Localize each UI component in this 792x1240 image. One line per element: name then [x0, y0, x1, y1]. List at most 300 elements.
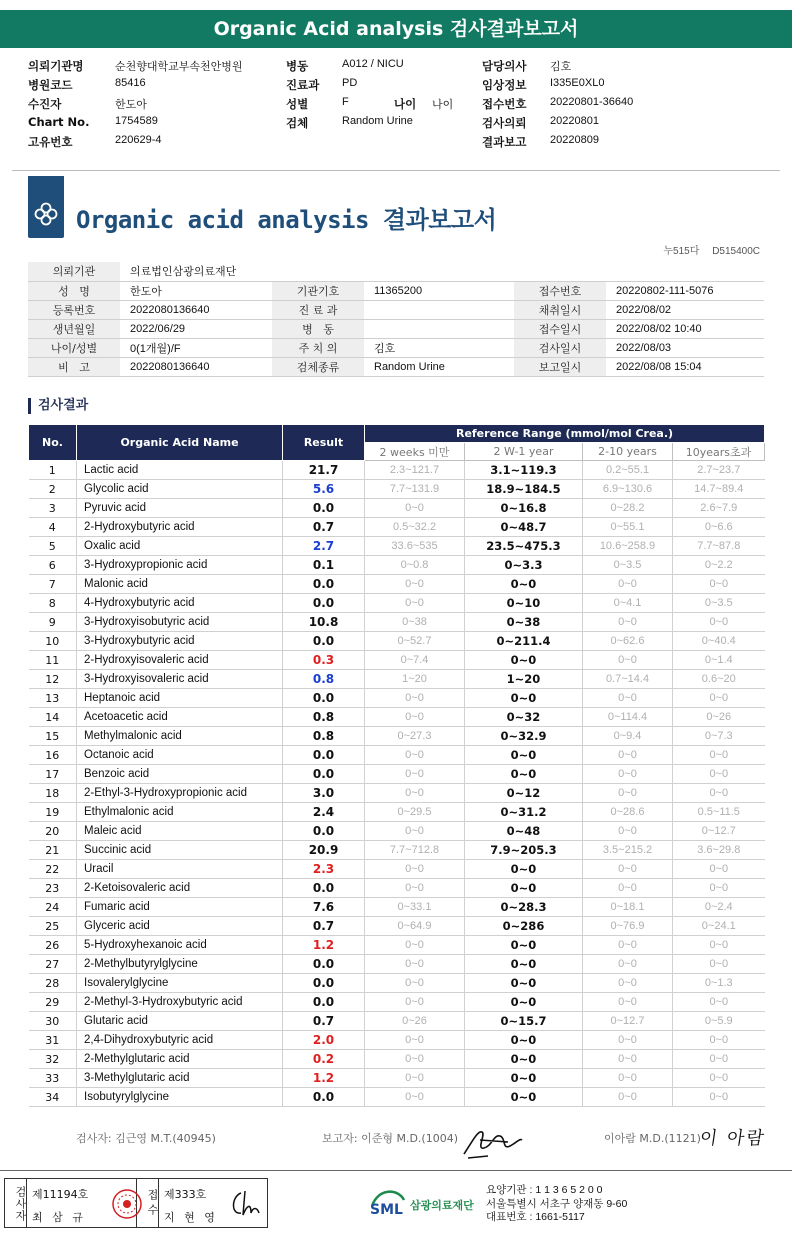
- test-label: 검사일시: [514, 338, 606, 357]
- cell-ref-2: 1~20: [465, 670, 583, 689]
- hospital-code-label: 병원코드: [28, 78, 73, 92]
- cell-ref-2: 0~12: [465, 784, 583, 803]
- cell-ref-4: 0~6.6: [673, 518, 765, 537]
- report-logo: [28, 176, 64, 238]
- cell-ref-3: 0~0: [583, 746, 673, 765]
- cell-ref-2: 0~32.9: [465, 727, 583, 746]
- cell-ref-2: 0~0: [465, 1031, 583, 1050]
- cell-ref-1: 0~0: [365, 708, 465, 727]
- cell-no: 16: [29, 746, 77, 765]
- cell-ref-2: 0~15.7: [465, 1012, 583, 1031]
- left-stamp-name: 최 삼 규: [32, 1211, 86, 1224]
- cell-ref-1: 0~0: [365, 689, 465, 708]
- cell-result: 0.0: [283, 879, 365, 898]
- ward-label: 병 동: [272, 319, 364, 338]
- cell-no: 31: [29, 1031, 77, 1050]
- table-row: [29, 480, 765, 499]
- cell-name: Glycolic acid: [77, 480, 283, 499]
- doctor-label: 주 치 의: [272, 338, 364, 357]
- seal-icon: [111, 1188, 143, 1220]
- sex: F: [342, 96, 349, 108]
- cell-ref-4: 0~0: [673, 613, 765, 632]
- cell-name: Glyceric acid: [77, 917, 283, 936]
- table-row: [29, 765, 765, 784]
- info-row: [28, 357, 764, 376]
- cell-name: 2-Methylglutaric acid: [77, 1050, 283, 1069]
- info-row: [28, 300, 764, 319]
- cell-name: Octanoic acid: [77, 746, 283, 765]
- cell-ref-2: 0~286: [465, 917, 583, 936]
- collect-value: 2022/08/02: [606, 300, 764, 319]
- cell-ref-4: 0.5~11.5: [673, 803, 765, 822]
- accession-label: 접수번호: [514, 281, 606, 300]
- cell-ref-2: 0~10: [465, 594, 583, 613]
- cell-ref-4: 0~0: [673, 936, 765, 955]
- cell-no: 10: [29, 632, 77, 651]
- cell-result: 0.8: [283, 727, 365, 746]
- cell-ref-4: 0~2.4: [673, 898, 765, 917]
- table-row: [29, 613, 765, 632]
- cell-result: 0.7: [283, 917, 365, 936]
- sml-logo-text: SML: [370, 1202, 403, 1218]
- cell-ref-4: 0~0: [673, 784, 765, 803]
- ward-label: 병동: [286, 59, 309, 73]
- cell-ref-2: 0~28.3: [465, 898, 583, 917]
- cell-ref-4: 0~0: [673, 689, 765, 708]
- cell-result: 0.7: [283, 518, 365, 537]
- table-row: [29, 461, 765, 480]
- sml-logo-icon: [368, 1186, 408, 1218]
- receipt-no: 20220801-36640: [550, 96, 634, 108]
- cell-no: 26: [29, 936, 77, 955]
- cell-result: 21.7: [283, 461, 365, 480]
- spec-value: Random Urine: [364, 357, 514, 376]
- cell-result: 0.1: [283, 556, 365, 575]
- cell-name: 3-Hydroxyisobutyric acid: [77, 613, 283, 632]
- cell-name: Methylmalonic acid: [77, 727, 283, 746]
- cell-no: 13: [29, 689, 77, 708]
- inst-code-value: 11365200: [364, 281, 514, 300]
- cell-ref-4: 0~24.1: [673, 917, 765, 936]
- cell-ref-1: 33.6~535: [365, 537, 465, 556]
- cell-name: Fumaric acid: [77, 898, 283, 917]
- left-stamp-no: 제11194호: [32, 1188, 89, 1201]
- col-no-header: No.: [29, 425, 77, 461]
- cell-ref-4: 0~26: [673, 708, 765, 727]
- cell-ref-4: 0~1.4: [673, 651, 765, 670]
- cell-ref-4: 0~0: [673, 879, 765, 898]
- cell-ref-2: 0~31.2: [465, 803, 583, 822]
- cell-ref-4: 0~0: [673, 1031, 765, 1050]
- cell-result: 2.7: [283, 537, 365, 556]
- section-title: 검사결과: [28, 398, 88, 414]
- right-stamp-no: 제333호: [164, 1188, 207, 1201]
- doctor: 김호: [550, 61, 572, 73]
- cell-ref-4: 0~2.2: [673, 556, 765, 575]
- reg-value: 2022080136640: [120, 300, 272, 319]
- cell-no: 14: [29, 708, 77, 727]
- cell-ref-2: 0~0: [465, 765, 583, 784]
- cell-result: 0.0: [283, 499, 365, 518]
- cell-ref-1: 0~0: [365, 746, 465, 765]
- note-value: 2022080136640: [120, 357, 272, 376]
- cell-ref-3: 0~62.6: [583, 632, 673, 651]
- table-row: [29, 518, 765, 537]
- patient-info-table: [28, 262, 764, 377]
- cell-ref-1: 7.7~712.8: [365, 841, 465, 860]
- cell-no: 33: [29, 1069, 77, 1088]
- cell-ref-4: 7.7~87.8: [673, 537, 765, 556]
- cell-no: 9: [29, 613, 77, 632]
- cell-name: 3-Hydroxypropionic acid: [77, 556, 283, 575]
- cell-name: 3-Hydroxybutyric acid: [77, 632, 283, 651]
- request-date: 20220801: [550, 115, 599, 127]
- phone: 대표번호 : 1661-5117: [486, 1211, 585, 1223]
- cell-result: 0.0: [283, 575, 365, 594]
- cell-name: 2-Hydroxybutyric acid: [77, 518, 283, 537]
- cell-no: 28: [29, 974, 77, 993]
- cell-ref-2: 0~48.7: [465, 518, 583, 537]
- cell-result: 10.8: [283, 613, 365, 632]
- cell-ref-2: 18.9~184.5: [465, 480, 583, 499]
- results-table: [28, 424, 765, 1107]
- cell-ref-1: 0.5~32.2: [365, 518, 465, 537]
- cross-flower-icon: [33, 201, 59, 227]
- cell-ref-2: 3.1~119.3: [465, 461, 583, 480]
- cell-ref-4: 0~0: [673, 1088, 765, 1107]
- cell-ref-2: 0~38: [465, 613, 583, 632]
- cell-result: 20.9: [283, 841, 365, 860]
- cell-ref-3: 0~0: [583, 689, 673, 708]
- cell-no: 22: [29, 860, 77, 879]
- dept-label: 진 료 과: [272, 300, 364, 319]
- cell-ref-4: 0~0: [673, 955, 765, 974]
- cell-ref-1: 0~0: [365, 1050, 465, 1069]
- table-row: [29, 499, 765, 518]
- org-label: 의뢰기관: [28, 262, 120, 281]
- table-row: [29, 917, 765, 936]
- cell-ref-2: 0~0: [465, 974, 583, 993]
- report-codes: [653, 242, 760, 257]
- unique-label: 고유번호: [28, 135, 73, 149]
- cell-ref-1: 0~0: [365, 879, 465, 898]
- right-stamp-name: 지 현 영: [164, 1211, 218, 1224]
- cell-ref-3: 0~0: [583, 1050, 673, 1069]
- clinical-info: I335E0XL0: [550, 77, 605, 89]
- table-row: [29, 746, 765, 765]
- table-row: [29, 860, 765, 879]
- cell-name: Lactic acid: [77, 461, 283, 480]
- cell-result: 0.7: [283, 1012, 365, 1031]
- specimen-label: 검체: [286, 116, 309, 130]
- cell-ref-3: 0~0: [583, 1069, 673, 1088]
- cell-result: 0.0: [283, 689, 365, 708]
- test-value: 2022/08/03: [606, 338, 764, 357]
- table-row: [29, 537, 765, 556]
- cell-ref-4: 3.6~29.8: [673, 841, 765, 860]
- cell-ref-2: 0~0: [465, 1088, 583, 1107]
- cell-ref-1: 0~0.8: [365, 556, 465, 575]
- table-row: [29, 803, 765, 822]
- cell-ref-3: 0~28.6: [583, 803, 673, 822]
- table-row: [29, 1088, 765, 1107]
- cell-ref-2: 23.5~475.3: [465, 537, 583, 556]
- cell-no: 3: [29, 499, 77, 518]
- cell-ref-2: 0~0: [465, 936, 583, 955]
- footer-divider: [0, 1170, 792, 1171]
- cell-name: Maleic acid: [77, 822, 283, 841]
- cell-ref-3: 0~12.7: [583, 1012, 673, 1031]
- cell-ref-4: 14.7~89.4: [673, 480, 765, 499]
- cell-no: 30: [29, 1012, 77, 1031]
- cell-result: 0.0: [283, 594, 365, 613]
- cell-no: 29: [29, 993, 77, 1012]
- cell-ref-3: 6.9~130.6: [583, 480, 673, 499]
- cell-ref-3: 0~114.4: [583, 708, 673, 727]
- table-row: [29, 1069, 765, 1088]
- cell-ref-3: 0~76.9: [583, 917, 673, 936]
- cell-no: 4: [29, 518, 77, 537]
- sex-label: 성별: [286, 97, 309, 111]
- cell-name: Acetoacetic acid: [77, 708, 283, 727]
- requesting-org-label: 의뢰기관명: [28, 59, 84, 73]
- cell-ref-1: 0~29.5: [365, 803, 465, 822]
- table-row: [29, 879, 765, 898]
- cell-result: 1.2: [283, 1069, 365, 1088]
- doctor2-sign: 이아람 M.D.(1121): [604, 1132, 701, 1145]
- cell-ref-1: 0~0: [365, 765, 465, 784]
- cell-name: 3-Methylglutaric acid: [77, 1069, 283, 1088]
- table-row: [29, 651, 765, 670]
- cell-no: 34: [29, 1088, 77, 1107]
- report-date: 20220809: [550, 134, 599, 146]
- name-value: 한도아: [120, 281, 272, 300]
- cell-ref-2: 0~3.3: [465, 556, 583, 575]
- cell-result: 0.0: [283, 632, 365, 651]
- cell-result: 0.0: [283, 746, 365, 765]
- table-row: [29, 727, 765, 746]
- cell-ref-3: 0.7~14.4: [583, 670, 673, 689]
- cell-ref-4: 0~0: [673, 1069, 765, 1088]
- cell-result: 0.0: [283, 955, 365, 974]
- cell-result: 7.6: [283, 898, 365, 917]
- cell-ref-1: 2.3~121.7: [365, 461, 465, 480]
- patient-label: 수진자: [28, 97, 62, 111]
- cell-ref-4: 2.6~7.9: [673, 499, 765, 518]
- cell-ref-3: 0.2~55.1: [583, 461, 673, 480]
- table-row: [29, 1031, 765, 1050]
- cell-name: 3-Hydroxyisovaleric acid: [77, 670, 283, 689]
- cell-ref-1: 0~33.1: [365, 898, 465, 917]
- note-label: 비 고: [28, 357, 120, 376]
- dob-value: 2022/06/29: [120, 319, 272, 338]
- org-name: 삼광의료재단: [410, 1199, 474, 1212]
- cell-ref-1: 0~0: [365, 499, 465, 518]
- table-row: [29, 784, 765, 803]
- left-vertical-label: 검사자: [5, 1179, 27, 1227]
- ward: A012 / NICU: [342, 58, 404, 70]
- cell-ref-3: 0~0: [583, 613, 673, 632]
- ref-sub-1: 2 weeks 미만: [365, 443, 465, 461]
- org-value: 의료법인삼광의료재단: [120, 262, 764, 281]
- cell-result: 0.0: [283, 822, 365, 841]
- cell-name: Oxalic acid: [77, 537, 283, 556]
- cell-result: 2.4: [283, 803, 365, 822]
- approval-stamps: [4, 1178, 268, 1228]
- cell-name: Uracil: [77, 860, 283, 879]
- cell-ref-4: 0~3.5: [673, 594, 765, 613]
- cell-ref-1: 1~20: [365, 670, 465, 689]
- cell-ref-4: 0~40.4: [673, 632, 765, 651]
- doctor2-signature: 이 아람: [698, 1128, 768, 1149]
- accession-value: 20220802-111-5076: [606, 281, 764, 300]
- cell-ref-3: 0~0: [583, 822, 673, 841]
- cell-name: Malonic acid: [77, 575, 283, 594]
- col-ref-header: Reference Range (mmol/mol Crea.): [365, 425, 765, 443]
- cell-ref-2: 0~211.4: [465, 632, 583, 651]
- results-body: [29, 461, 765, 1107]
- institution-info: [486, 1184, 627, 1225]
- age: 나이: [432, 99, 454, 111]
- cell-no: 12: [29, 670, 77, 689]
- table-row: [29, 1050, 765, 1069]
- chart-label: Chart No.: [28, 115, 90, 129]
- cell-no: 5: [29, 537, 77, 556]
- collect-label: 채취일시: [514, 300, 606, 319]
- cell-ref-3: 3.5~215.2: [583, 841, 673, 860]
- cell-ref-3: 0~0: [583, 575, 673, 594]
- cell-ref-3: 0~0: [583, 1031, 673, 1050]
- cell-no: 32: [29, 1050, 77, 1069]
- cell-ref-4: 0~0: [673, 575, 765, 594]
- hospital-code: 85416: [115, 77, 146, 89]
- cell-ref-1: 0~27.3: [365, 727, 465, 746]
- cell-no: 7: [29, 575, 77, 594]
- cell-ref-1: 0~0: [365, 860, 465, 879]
- cell-ref-4: 0~0: [673, 860, 765, 879]
- table-row: [29, 575, 765, 594]
- agesex-label: 나이/성별: [28, 338, 120, 357]
- cell-ref-3: 0~28.2: [583, 499, 673, 518]
- cell-ref-3: 0~0: [583, 993, 673, 1012]
- agesex-value: 0(1개월)/F: [120, 338, 272, 357]
- cell-ref-3: 0~0: [583, 651, 673, 670]
- col-name-header: Organic Acid Name: [77, 425, 283, 461]
- cell-ref-1: 7.7~131.9: [365, 480, 465, 499]
- age-label: 나이: [394, 97, 417, 111]
- table-row: [29, 841, 765, 860]
- cell-ref-2: 0~0: [465, 879, 583, 898]
- cell-ref-3: 0~0: [583, 1088, 673, 1107]
- info-row: [28, 281, 764, 300]
- table-row: [29, 1012, 765, 1031]
- cell-ref-1: 0~38: [365, 613, 465, 632]
- order-header: [28, 56, 768, 151]
- cell-no: 15: [29, 727, 77, 746]
- cell-ref-1: 0~0: [365, 594, 465, 613]
- cell-ref-1: 0~64.9: [365, 917, 465, 936]
- unique-no: 220629-4: [115, 134, 162, 146]
- requesting-org: 순천향대학교부속천안병원: [115, 61, 243, 73]
- inst-code: 요양기관 : 1 1 3 6 5 2 0 0: [486, 1184, 603, 1196]
- cell-ref-1: 0~52.7: [365, 632, 465, 651]
- table-row: [29, 689, 765, 708]
- cell-ref-3: 0~4.1: [583, 594, 673, 613]
- cell-name: Isovalerylglycine: [77, 974, 283, 993]
- cell-result: 0.0: [283, 1088, 365, 1107]
- divider: [12, 170, 780, 171]
- cell-result: 0.3: [283, 651, 365, 670]
- cell-no: 6: [29, 556, 77, 575]
- cell-no: 17: [29, 765, 77, 784]
- spec-label: 검체종류: [272, 357, 364, 376]
- cell-ref-2: 0~0: [465, 651, 583, 670]
- ref-sub-3: 2-10 years: [583, 443, 673, 461]
- cell-result: 0.0: [283, 974, 365, 993]
- cell-no: 27: [29, 955, 77, 974]
- cell-result: 0.8: [283, 670, 365, 689]
- cell-ref-4: 0~0: [673, 746, 765, 765]
- cell-ref-4: 0~5.9: [673, 1012, 765, 1031]
- table-row: [29, 670, 765, 689]
- table-row: [29, 708, 765, 727]
- cell-name: Ethylmalonic acid: [77, 803, 283, 822]
- cell-ref-3: 0~9.4: [583, 727, 673, 746]
- cell-no: 11: [29, 651, 77, 670]
- cell-ref-4: 0~7.3: [673, 727, 765, 746]
- report-label: 보고일시: [514, 357, 606, 376]
- cell-ref-2: 0~16.8: [465, 499, 583, 518]
- info-row: [28, 262, 764, 281]
- ref-sub-2: 2 W-1 year: [465, 443, 583, 461]
- receive-label: 접수일시: [514, 319, 606, 338]
- report-title: Organic acid analysis 결과보고서: [76, 206, 497, 234]
- cell-ref-1: 0~0: [365, 784, 465, 803]
- signature-mark: [227, 1187, 263, 1221]
- cell-name: Succinic acid: [77, 841, 283, 860]
- table-row: [29, 822, 765, 841]
- cell-name: 2-Methylbutyrylglycine: [77, 955, 283, 974]
- specimen: Random Urine: [342, 115, 413, 127]
- receive-value: 2022/08/02 10:40: [606, 319, 764, 338]
- cell-no: 19: [29, 803, 77, 822]
- table-row: [29, 974, 765, 993]
- info-row: [28, 338, 764, 357]
- cell-no: 20: [29, 822, 77, 841]
- cell-name: 2-Hydroxyisovaleric acid: [77, 651, 283, 670]
- cell-no: 24: [29, 898, 77, 917]
- cell-no: 23: [29, 879, 77, 898]
- cell-ref-2: 7.9~205.3: [465, 841, 583, 860]
- left-stamp: [27, 1179, 137, 1227]
- dob-label: 생년월일: [28, 319, 120, 338]
- cell-result: 5.6: [283, 480, 365, 499]
- table-row: [29, 955, 765, 974]
- cell-ref-2: 0~0: [465, 575, 583, 594]
- cell-name: Isobutyrylglycine: [77, 1088, 283, 1107]
- cell-ref-3: 0~0: [583, 784, 673, 803]
- cell-result: 3.0: [283, 784, 365, 803]
- cell-ref-2: 0~48: [465, 822, 583, 841]
- cell-ref-1: 0~0: [365, 1031, 465, 1050]
- cell-name: 4-Hydroxybutyric acid: [77, 594, 283, 613]
- cell-name: 5-Hydroxyhexanoic acid: [77, 936, 283, 955]
- cell-name: 2,4-Dihydroxybutyric acid: [77, 1031, 283, 1050]
- cell-ref-4: 0~0: [673, 1050, 765, 1069]
- reg-label: 등록번호: [28, 300, 120, 319]
- cell-ref-3: 0~0: [583, 974, 673, 993]
- request-label: 검사의뢰: [482, 116, 527, 130]
